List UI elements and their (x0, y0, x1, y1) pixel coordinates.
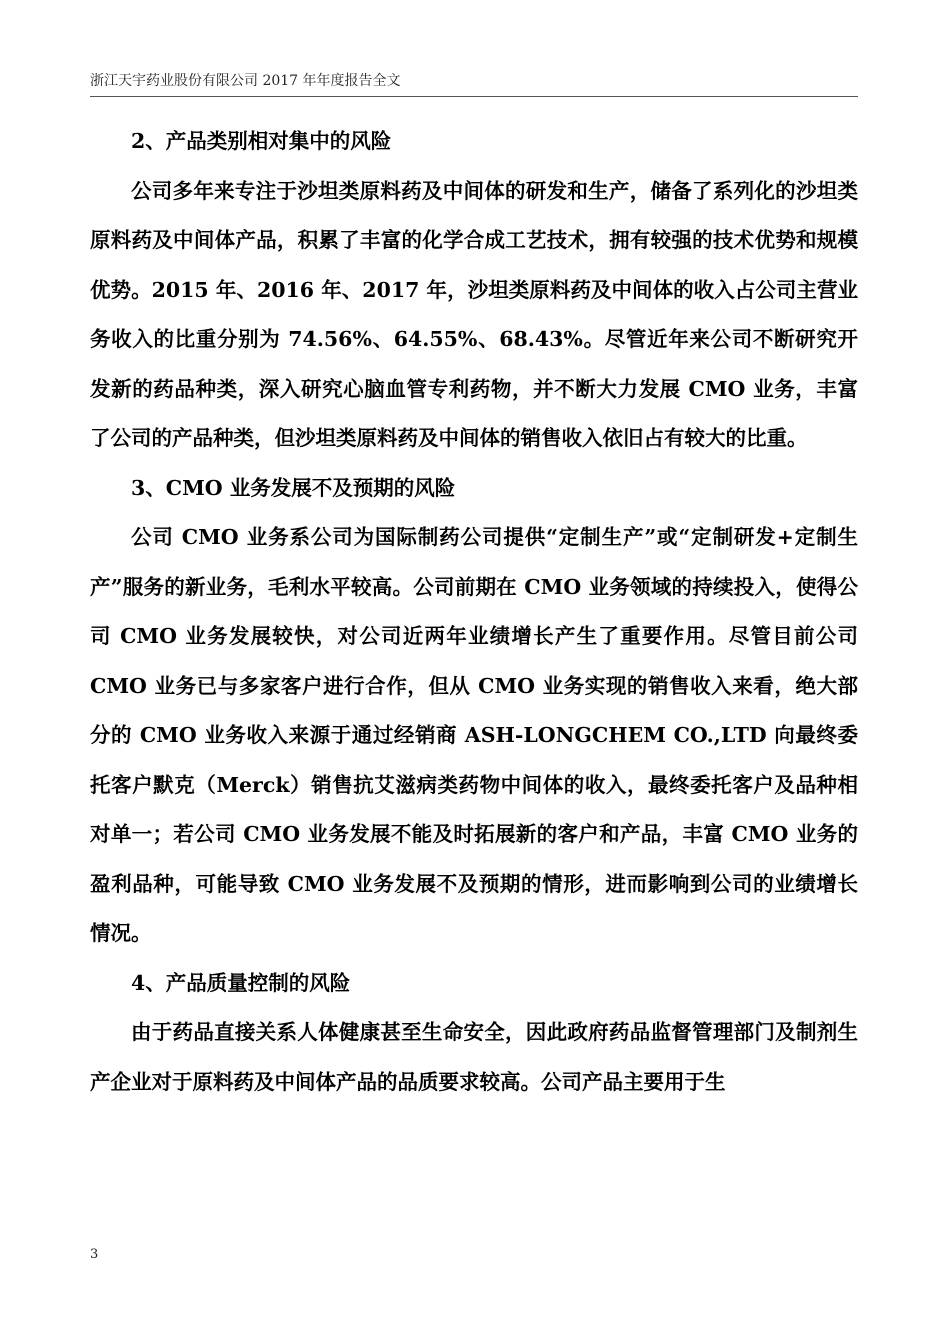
document-header: 浙江天宇药业股份有限公司 2017 年年度报告全文 (90, 73, 401, 89)
header-divider (90, 96, 858, 97)
section-heading-cmo-risk: 3、CMO 业务发展不及预期的风险 (131, 475, 456, 500)
section-paragraph-cmo-risk: 公司 CMO 业务系公司为国际制药公司提供“定制生产”或“定制研发+定制生产”服务的新业务，毛利水平较高。公司前期在 CMO 业务领域的持续投入，使得公司 CMO 业务发展较快，对公司近两年业绩增长产生了重要作用。尽管目前公司 CMO 业务已与多家客户进行合作，但从 CMO 业务实现的销售收入来看，绝大部分的 CMO 业务收入来源于通过经销商 ASH-LONGCHEM CO.,LTD 向最终委托客户默克（Merck）销售抗艾滋病类药物中间体的收入，最终委托客户及品种相对单一；若公司 CMO 业务发展不能及时拓展新的客户和产品，丰富 CMO 业务的盈利品种，可能导致 CMO 业务发展不及预期的情形，进而影响到公司的业绩增长情况。 (90, 525, 858, 945)
section-heading-quality-control: 4、产品质量控制的风险 (131, 970, 351, 995)
document-body (90, 117, 858, 1107)
section-heading-product-concentration: 2、产品类别相对集中的风险 (131, 129, 392, 153)
page-number: 3 (90, 1247, 99, 1262)
section-paragraph-product-concentration: 公司多年来专注于沙坦类原料药及中间体的研发和生产，储备了系列化的沙坦类原料药及中间体产品，积累了丰富的化学合成工艺技术，拥有较强的技术优势和规模优势。2015 年、2016 年、2017 年，沙坦类原料药及中间体的收入占公司主营业务收入的比重分别为 74.56%、64.55%、68.43%。尽管近年来公司不断研究开发新的药品种类，深入研究心脑血管专利药物，并不断大力发展 CMO 业务，丰富了公司的产品种类，但沙坦类原料药及中间体的销售收入依旧占有较大的比重。 (90, 178, 858, 450)
section-paragraph-quality-control: 由于药品直接关系人体健康甚至生命安全，因此政府药品监督管理部门及制剂生产企业对于原料药及中间体产品的品质要求较高。公司产品主要用于生 (90, 1020, 858, 1094)
